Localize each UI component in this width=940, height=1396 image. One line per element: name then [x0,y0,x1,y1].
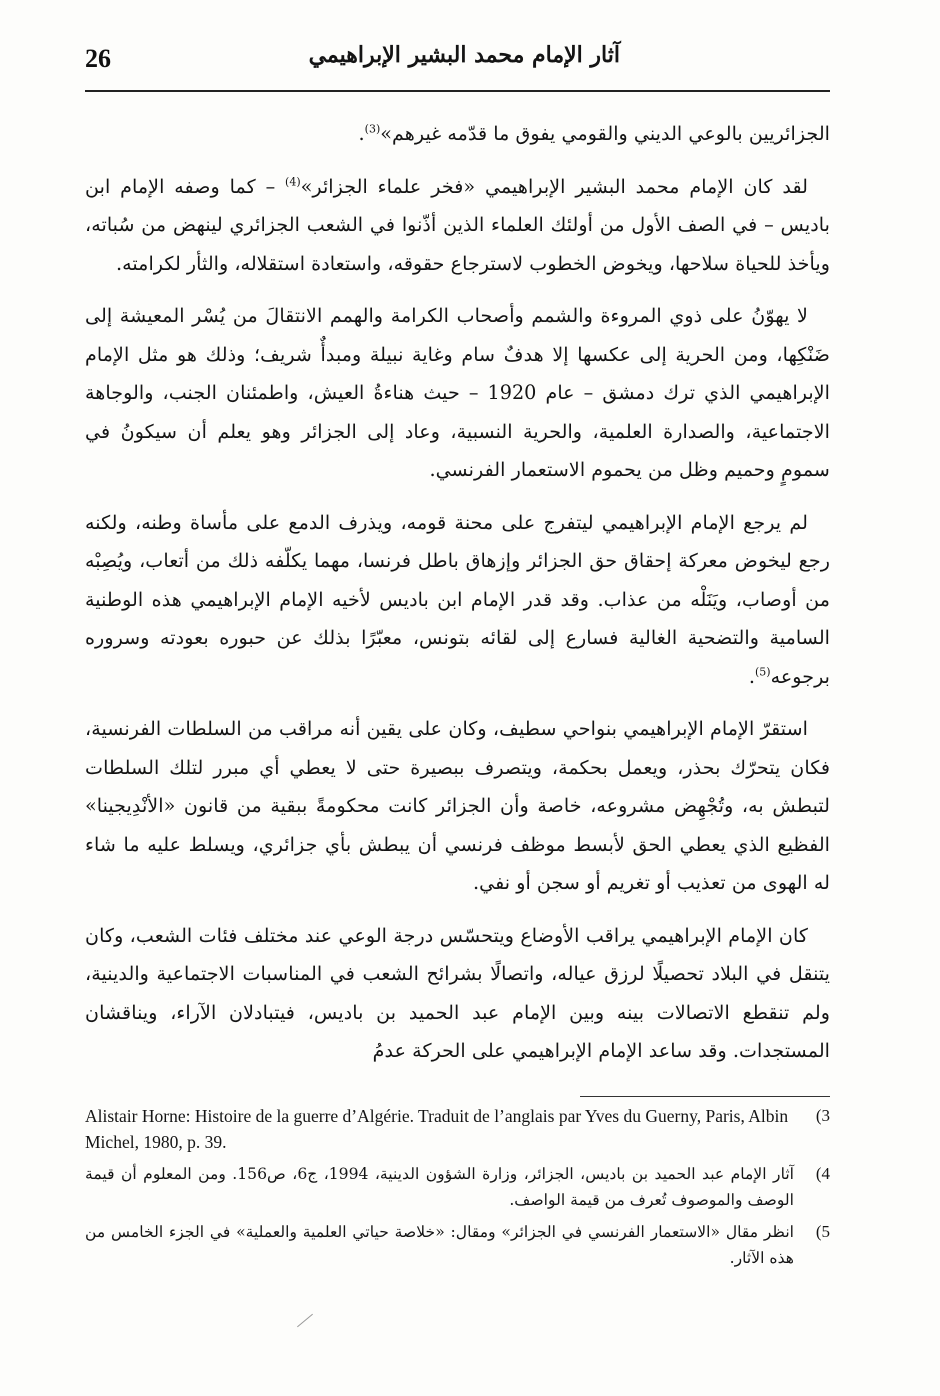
paragraph: كان الإمام الإبراهيمي يراقب الأوضاع ويتحسّس درجة الوعي عند مختلف فئات الشعب، وكان يتنقل في البلاد تحصيلًا لرزق عياله، واتصالًا بشرائح الشعب في المناسبات الاجتماعية والدينية، ولم تنقطع الاتصالات بينه وبين الإمام عبد الحميد بن باديس، فيتبادلان الآراء، ويناقشان المستجدات. وقد ساعد الإمام الإبراهيمي على الحركة عدمُ [85,923,830,1062]
paragraph: الجزائريين بالوعي الديني والقومي يفوق ما قدّمه غيرهم»$^{(3)}$. [358,122,830,145]
header-rule [85,90,830,92]
stray-pen-mark [297,1314,313,1328]
footnote [85,1161,830,1213]
page-header [85,42,830,92]
paragraph: لم يرجع الإمام الإبراهيمي ليتفرج على محنة قومه، ويذرف الدمع على مأساة وطنه، ولكنه رجع ليخوض معركة إحقاق حق الجزائر وإزهاق باطل فرنسا، مهما يكلّفه ذلك من أتعاب، ويُصِبْه من أوصاب، ويَنَلْه من عذاب. وقد قدر الإمام ابن باديس لأخيه الإمام الإبراهيمي هذه الوطنية السامية والتضحية الغالية فسارع إلى لقائه بتونس، معبّرًا بذلك عن حبوره بعودته وسروره برجوعه$^{(5)}$. [85,510,830,688]
running-title: آثار الإمام محمد البشير الإبراهيمي [308,42,620,68]
page-number: 26 [85,44,111,73]
footnote-marker: (4 [815,1164,830,1183]
footnote [85,1103,830,1155]
footnote-rule [580,1096,830,1097]
paragraph: لقد كان الإمام محمد البشير الإبراهيمي «فخر علماء الجزائر»$^{(4)}$ – كما وصفه الإمام ابن باديس – في الصف الأول من أولئك العلماء الذين أذّنوا في الشعب الجزائري لينهض من سُباته، ويأخذ للحياة سلاحها، ويخوض الخطوب لاسترجاع حقوقه، واستعادة استقلاله، والثأر لكرامته. [85,174,830,275]
footnote [85,1219,830,1271]
footnote-text: Alistair Horne: Histoire de la guerre d’Algérie. Traduit de l’anglais par Yves du Guerny, Paris, Albin Michel, 1980, p. 39. [85,1106,789,1152]
footnote-marker: (5 [815,1222,830,1241]
body-text [85,115,830,1085]
footnote-text: آثار الإمام عبد الحميد بن باديس، الجزائر، وزارة الشؤون الدينية، 1994، ج6، ص156. ومن المعلوم أن قيمة الوصف والموصوف تُعرف من قيمة الواصف. [85,1165,794,1209]
paragraph: استقرّ الإمام الإبراهيمي بنواحي سطيف، وكان على يقين أنه مراقب من السلطات الفرنسية، فكان يتحرّك بحذر، ويعمل بحكمة، ويتصرف ببصيرة حتى لا يعطي أي مبرر لتلك السلطات لتبطش به، وتُجْهِض مشروعه، خاصة وأن الجزائر كانت محكومةً ببقية من قانون «الأنْدِيجينا» الفظيع الذي يعطي الحق لأبسط موظف فرنسي أن يبطش بأي جزائري، ويسلط عليه ما شاء له الهوى من تعذيب أو تغريم أو سجن أو نفي. [85,717,830,894]
footnote-ref[interactable]: (4) [285,175,301,189]
paragraph: لا يهوّنُ على ذوي المروءة والشمم وأصحاب الكرامة والهمم الانتقالَ من يُسْر المعيشة إلى ضَنْكِها، ومن الحرية إلى عكسها إلا هدفٌ سام وغاية نبيلة ومبدأٌ شريف؛ وذلك هو مثل الإمام الإبراهيمي الذي ترك دمشق – عام 1920 – حيث هناءةُ العيش، واطمئنان الجنب، والوجاهة الاجتماعية، والصدارة العلمية، والحرية النسبية، وعاد إلى الجزائر وهو يعلم أن سيكونُ في سمومٍ وحميم وظل من يحموم الاستعمار الفرنسي. [85,304,830,481]
footnote-text: انظر مقال «الاستعمار الفرنسي في الجزائر» ومقال: «خلاصة حياتي العلمية والعملية» في الجزء الخامس من هذه الآثار. [85,1223,794,1267]
footnotes [85,1103,830,1277]
footnote-marker: (3 [815,1106,830,1125]
footnote-ref[interactable]: (3) [364,122,381,136]
footnote-ref[interactable]: (5) [754,665,771,679]
